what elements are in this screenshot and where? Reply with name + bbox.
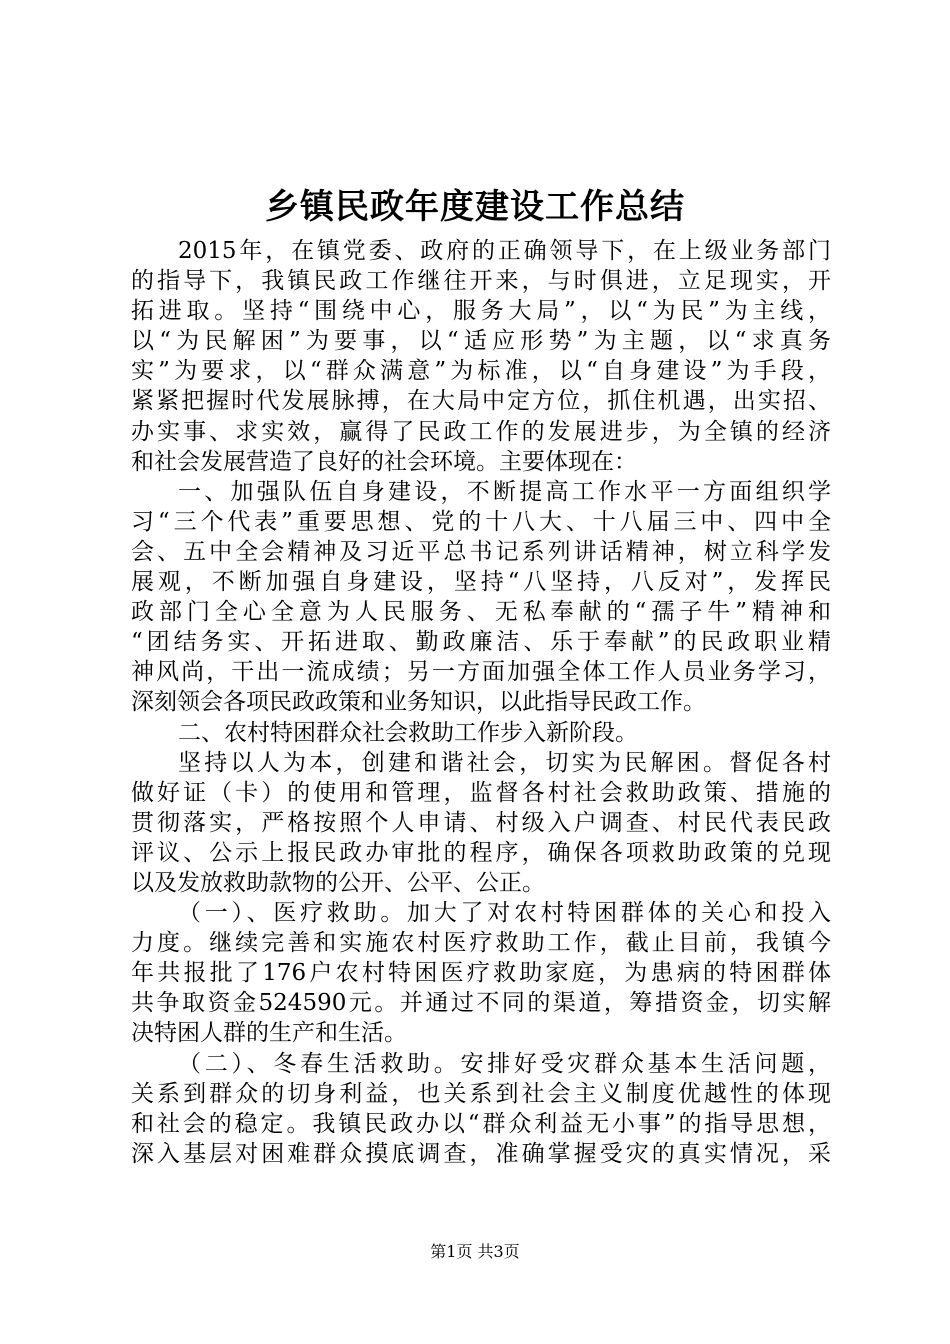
- text-line: 紧紧把握时代发展脉搏，在大局中定方位，抓住机遇，出实招、: [131, 388, 831, 415]
- text-line: （二）、冬春生活救助。安排好受灾群众基本生活问题，: [178, 1050, 831, 1077]
- text-line: 深入基层对困难群众摸底调查，准确掌握受灾的真实情况，采: [131, 1140, 831, 1167]
- text-line: 神风尚，干出一流成绩；另一方面加强全体工作人员业务学习，: [131, 659, 831, 686]
- page-number-footer: 第1页 共3页: [430, 1242, 520, 1261]
- document-body: [131, 236, 831, 1169]
- text-line: 办实事、求实效，赢得了民政工作的发展进步，为全镇的经济: [131, 418, 831, 445]
- text-line: 以及发放救助款物的公开、公平、公正。: [131, 869, 545, 896]
- text-line: 深刻领会各项民政政策和业务知识，以此指导民政工作。: [131, 689, 706, 716]
- text-line: （一）、医疗救助。加大了对农村特困群体的关心和投入: [178, 900, 831, 927]
- text-line: “团结务实、开拓进取、勤政廉洁、乐于奉献”的民政职业精: [131, 629, 831, 656]
- text-line: 以“为民解困”为要事，以“适应形势”为主题，以“求真务: [131, 328, 831, 355]
- text-line: 共争取资金524590元。并通过不同的渠道，筹措资金，切实解: [131, 990, 831, 1017]
- text-line: 拓进取。坚持“围绕中心，服务大局”，以“为民”为主线，: [131, 298, 831, 325]
- text-line: 力度。继续完善和实施农村医疗救助工作，截止目前，我镇今: [131, 930, 831, 957]
- text-line: 一、加强队伍自身建设，不断提高工作水平一方面组织学: [178, 478, 831, 505]
- text-line: 实”为要求，以“群众满意”为标准，以“自身建设”为手段，: [131, 358, 831, 385]
- text-line: 年共报批了176户农村特困医疗救助家庭，为患病的特困群体: [131, 960, 831, 987]
- section-heading: 二、农村特困群众社会救助工作步入新阶段。: [178, 719, 638, 746]
- text-line: 会、五中全会精神及习近平总书记系列讲话精神，树立科学发: [131, 538, 831, 565]
- text-line: 和社会的稳定。我镇民政办以“群众利益无小事”的指导思想，: [131, 1110, 831, 1137]
- text-line: 关系到群众的切身利益，也关系到社会主义制度优越性的体现: [131, 1080, 831, 1107]
- text-line: 贯彻落实，严格按照个人申请、村级入户调查、村民代表民政: [131, 809, 831, 836]
- text-line: 决特困人群的生产和生活。: [131, 1020, 407, 1047]
- text-line: 展观，不断加强自身建设，坚持“八坚持，八反对”，发挥民: [131, 569, 831, 596]
- text-line: 的指导下，我镇民政工作继往开来，与时俱进，立足现实，开: [131, 268, 831, 295]
- text-line: 坚持以人为本，创建和谐社会，切实为民解困。督促各村: [178, 749, 831, 776]
- text-line: 政部门全心全意为人民服务、无私奉献的“孺子牛”精神和: [131, 599, 831, 626]
- text-line: 做好证（卡）的使用和管理，监督各村社会救助政策、措施的: [131, 779, 831, 806]
- document-title: 乡镇民政年度建设工作总结: [265, 187, 685, 227]
- text-line: 评议、公示上报民政办审批的程序，确保各项救助政策的兑现: [131, 839, 831, 866]
- text-line: 2015年，在镇党委、政府的正确领导下，在上级业务部门: [178, 238, 831, 264]
- text-line: 习“三个代表”重要思想、党的十八大、十八届三中、四中全: [131, 508, 831, 535]
- text-line: 和社会发展营造了良好的社会环境。主要体现在：: [131, 448, 637, 475]
